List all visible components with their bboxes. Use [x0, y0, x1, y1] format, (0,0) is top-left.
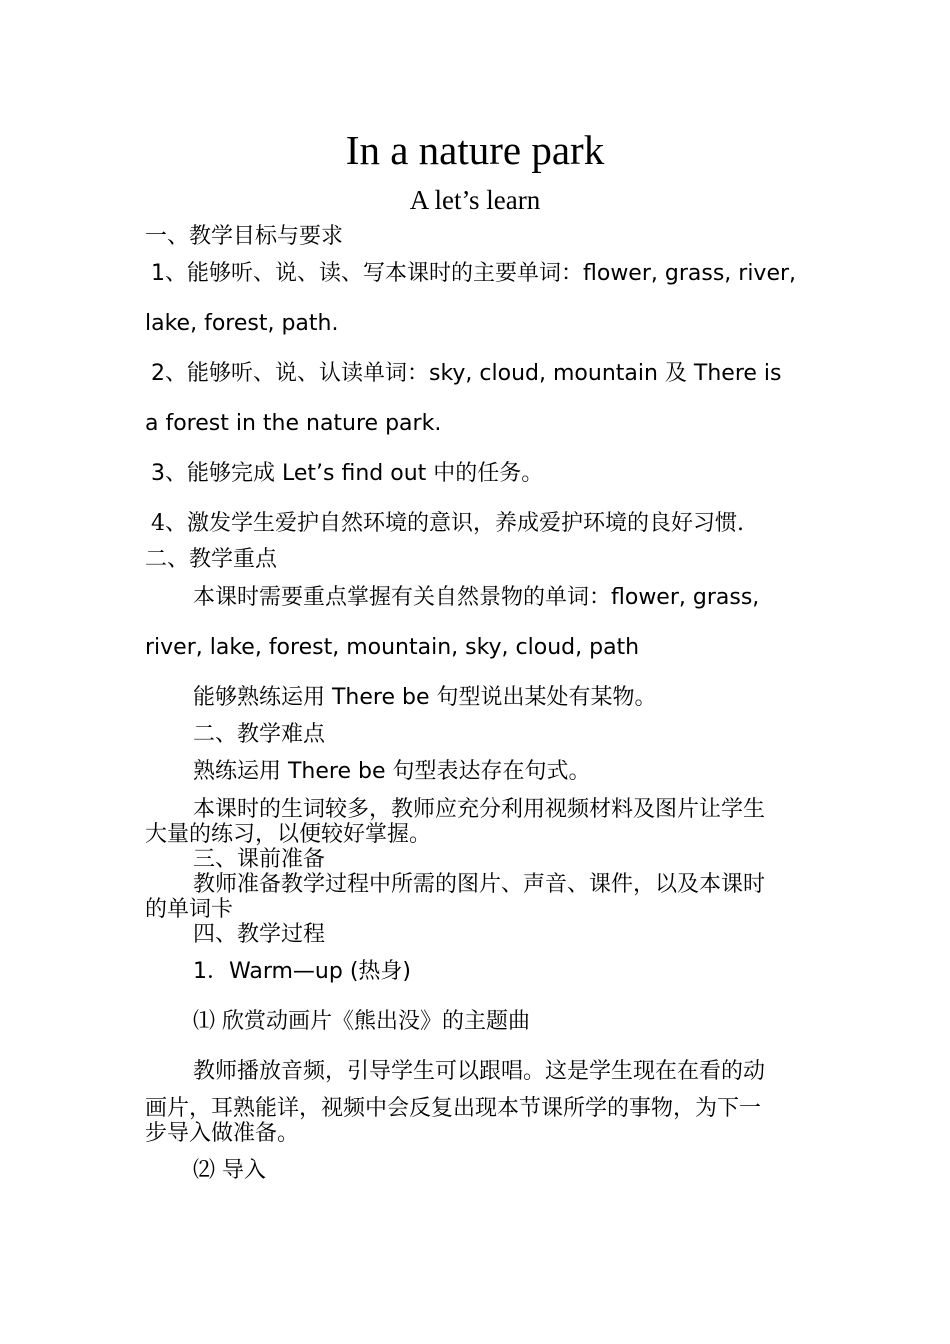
- key-points-line-2: river, lake, forest, mountain, sky, cloud, path: [145, 635, 640, 660]
- section-heading-process: 四、教学过程: [193, 922, 326, 947]
- step-1-paragraph-line-3: 步导入做准备。: [145, 1121, 300, 1146]
- difficulties-line-3: 大量的练习，以便较好掌握。: [145, 822, 432, 847]
- section-heading-difficulties: 二、教学难点: [193, 722, 326, 747]
- goal-2-line-1: 2、能够听、说、认读单词：sky, cloud, mountain 及 There is: [151, 361, 782, 386]
- section-heading-goals: 一、教学目标与要求: [145, 224, 344, 249]
- preparation-line-1: 教师准备教学过程中所需的图片、声音、课件，以及本课时: [193, 872, 766, 897]
- step-1-heading: 1．Warm—up (热身): [193, 959, 411, 984]
- step-1-item-2: ⑵ 导入: [193, 1158, 266, 1183]
- document-subtitle: A let’s learn: [409, 185, 541, 215]
- goal-4: 4、激发学生爱护自然环境的意识，养成爱护环境的良好习惯.: [151, 511, 744, 536]
- difficulties-line-2: 本课时的生词较多，教师应充分利用视频材料及图片让学生: [193, 797, 766, 822]
- section-heading-key-points: 二、教学重点: [145, 547, 278, 572]
- document-title: In a nature park: [345, 127, 605, 173]
- section-heading-preparation: 三、课前准备: [193, 847, 326, 872]
- step-1-item-1: ⑴ 欣赏动画片《熊出没》的主题曲: [193, 1009, 530, 1034]
- step-1-paragraph-line-1: 教师播放音频，引导学生可以跟唱。这是学生现在在看的动: [193, 1059, 766, 1084]
- preparation-line-2: 的单词卡: [145, 897, 234, 922]
- goal-3: 3、能够完成 Let’s find out 中的任务。: [151, 461, 544, 486]
- difficulties-line-1: 熟练运用 There be 句型表达存在句式。: [193, 759, 591, 784]
- key-points-line-1: 本课时需要重点掌握有关自然景物的单词：flower, grass,: [193, 585, 760, 610]
- goal-1-line-1: 1、能够听、说、读、写本课时的主要单词：flower, grass, river,: [151, 261, 797, 286]
- goal-2-line-2: a forest in the nature park.: [145, 411, 442, 436]
- key-points-line-3: 能够熟练运用 There be 句型说出某处有某物。: [193, 685, 657, 710]
- step-1-paragraph-line-2: 画片，耳熟能详，视频中会反复出现本节课所学的事物，为下一: [145, 1096, 762, 1121]
- goal-1-line-2: lake, forest, path.: [145, 311, 339, 336]
